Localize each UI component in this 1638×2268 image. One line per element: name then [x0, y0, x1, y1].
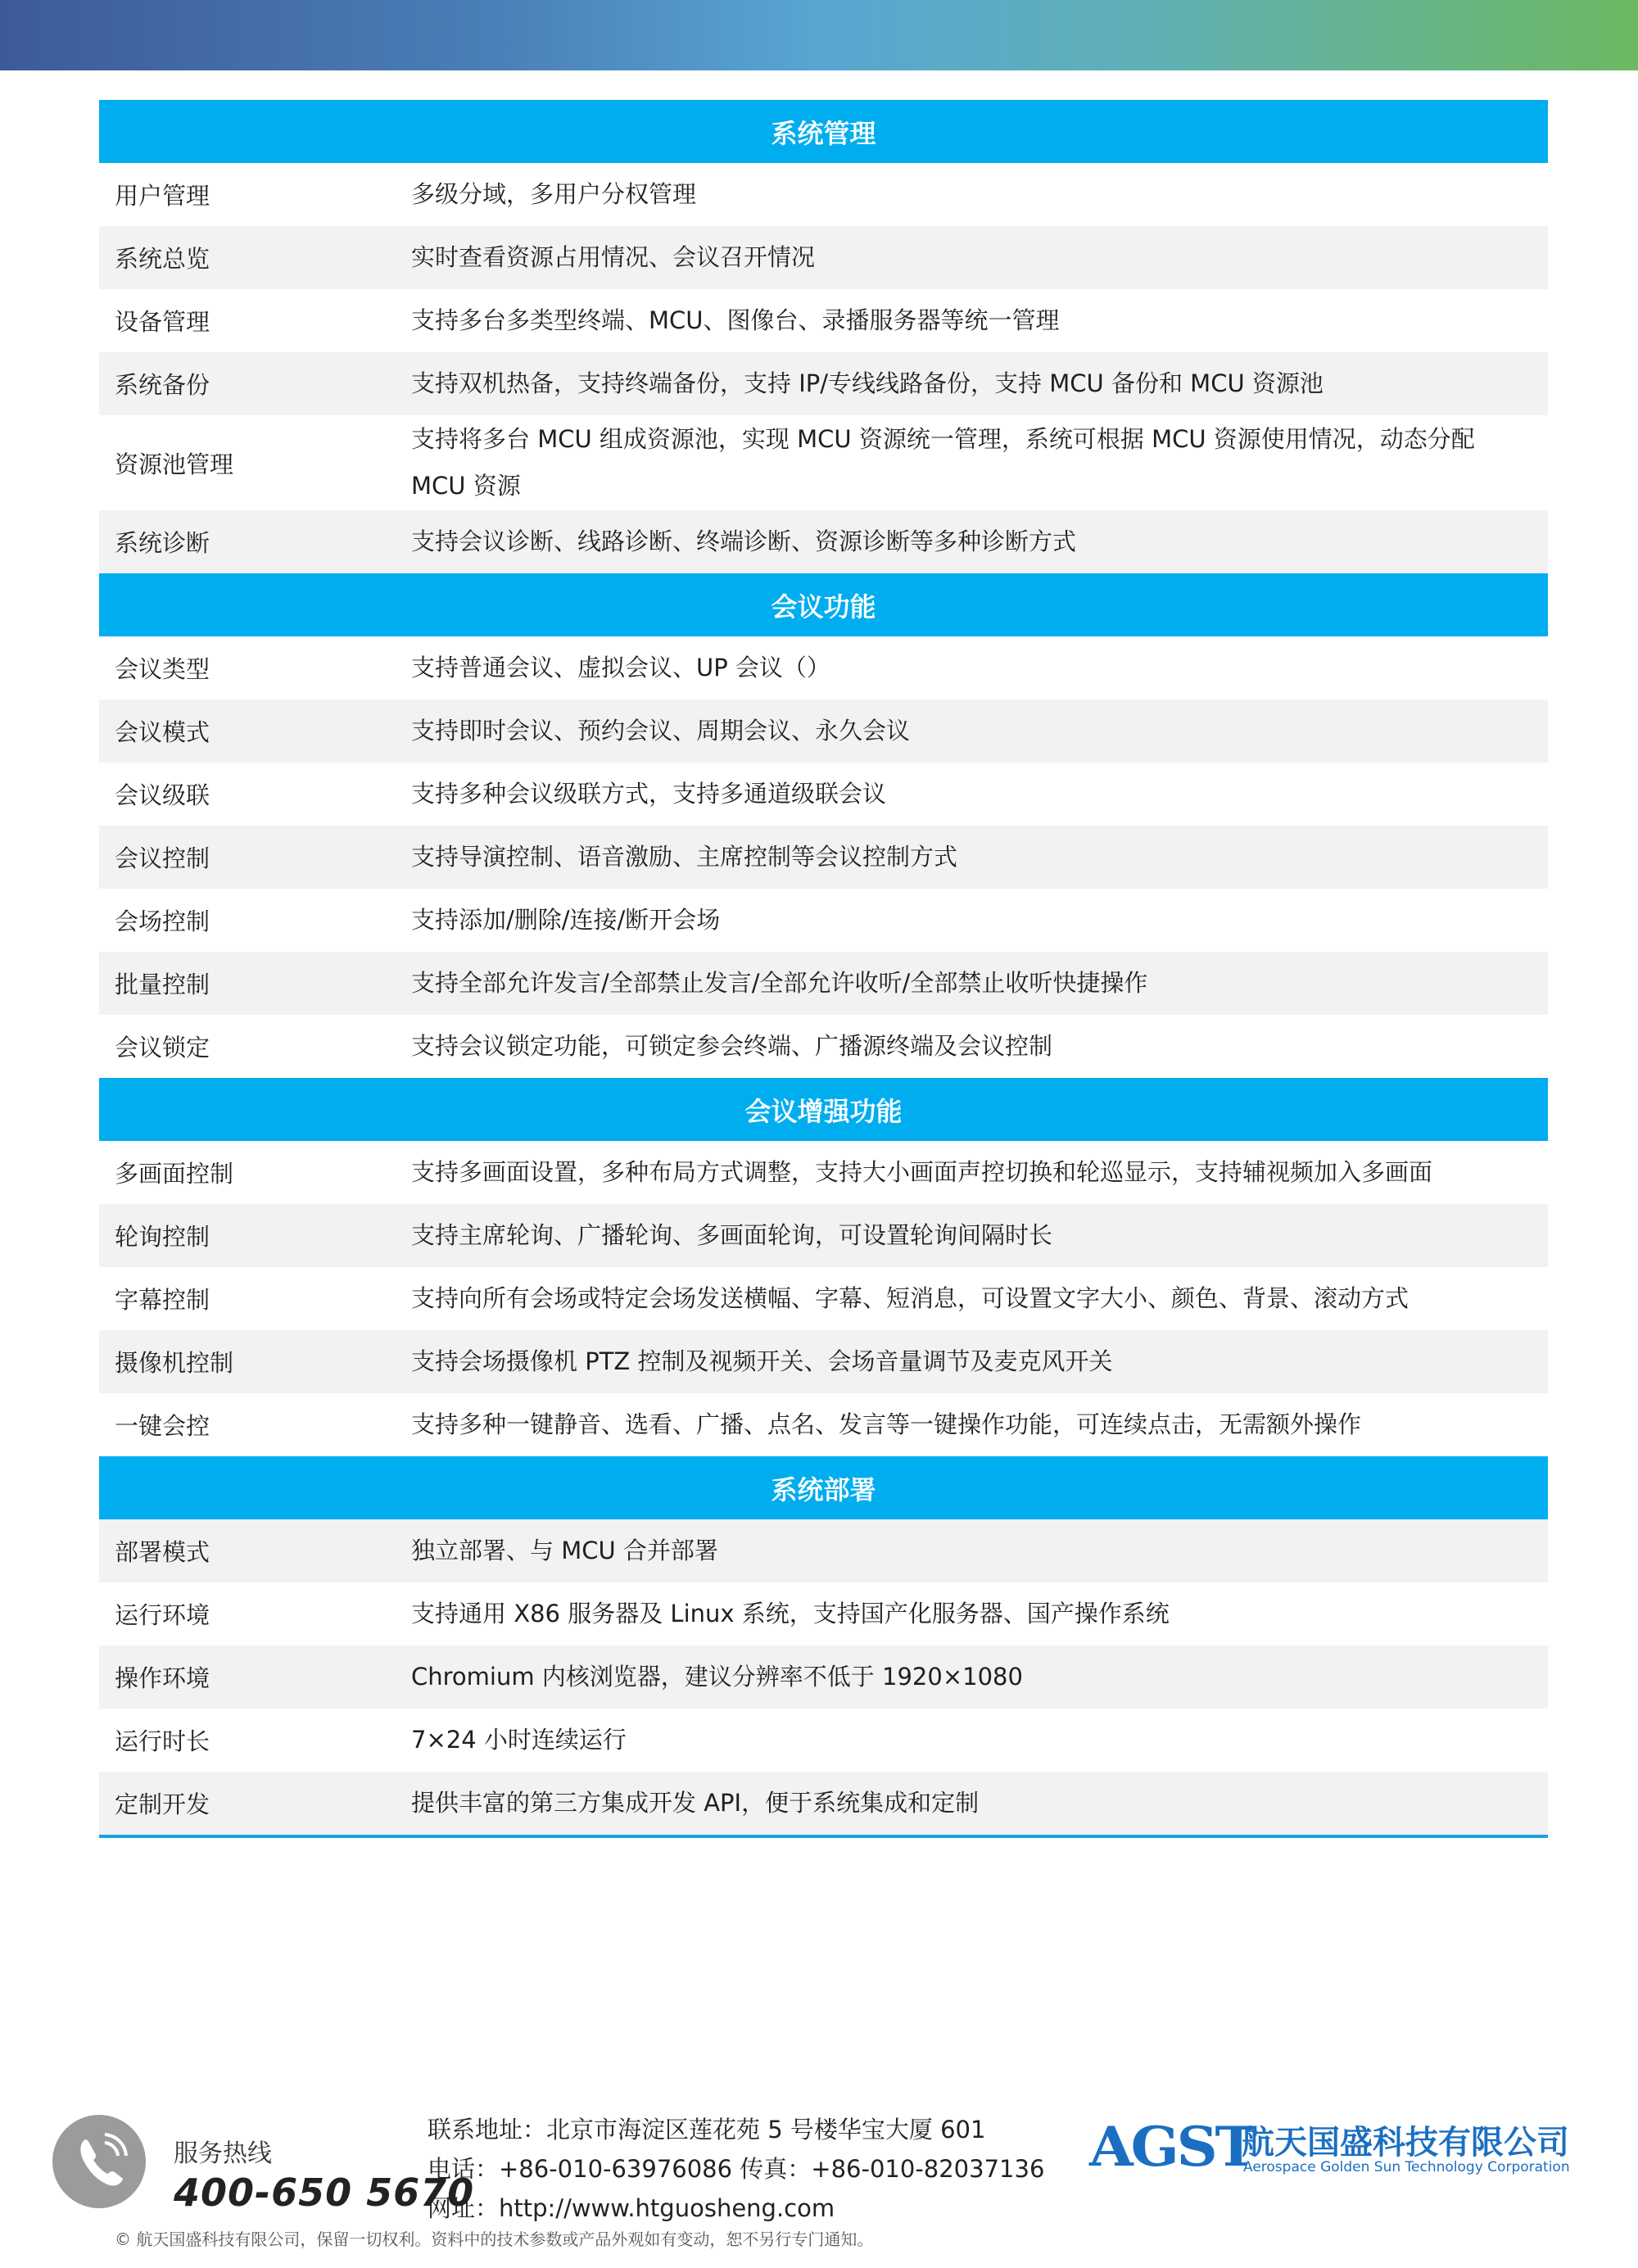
- row-description: 支持全部允许发言/全部禁止发言/全部允许收听/全部禁止收听快捷操作: [411, 969, 1148, 997]
- row-description: 支持普通会议、虚拟会议、UP 会议（）: [411, 654, 830, 681]
- row-description: 支持将多台 MCU 组成资源池，实现 MCU 资源统一管理，系统可根据 MCU 资源使用情况，动态分配 MCU 资源: [411, 425, 1475, 500]
- row-label: 系统总览: [115, 245, 210, 273]
- row-description: 支持会议诊断、线路诊断、终端诊断、资源诊断等多种诊断方式: [411, 527, 1077, 555]
- row-description: 支持向所有会场或特定会场发送横幅、字幕、短消息，可设置文字大小、颜色、背景、滚动方式: [411, 1284, 1409, 1312]
- row-description: 支持主席轮询、广播轮询、多画面轮询，可设置轮询间隔时长: [411, 1221, 1053, 1249]
- table-row: [99, 1330, 1548, 1393]
- row-label: 一键会控: [115, 1412, 210, 1440]
- section-header: 系统部署: [99, 1456, 1548, 1519]
- hotline-label: 服务热线: [174, 2139, 272, 2168]
- row-label: 用户管理: [115, 182, 210, 210]
- company-name-cn: 航天国盛科技有限公司: [1242, 2124, 1569, 2162]
- row-description: 多级分域，多用户分权管理: [411, 180, 697, 208]
- row-label: 批量控制: [115, 971, 210, 998]
- row-label: 操作环境: [115, 1664, 210, 1692]
- top-gradient-bar: [0, 0, 1638, 70]
- row-label: 会议控制: [115, 844, 210, 872]
- row-label: 设备管理: [115, 308, 210, 336]
- table-row: [99, 1709, 1548, 1772]
- row-description: 7×24 小时连续运行: [411, 1726, 627, 1754]
- row-description: 支持添加/删除/连接/断开会场: [411, 906, 721, 934]
- table-row: [99, 1582, 1548, 1646]
- row-label: 会场控制: [115, 908, 210, 935]
- row-description: 支持即时会议、预约会议、周期会议、永久会议: [411, 717, 911, 745]
- row-label: 运行环境: [115, 1601, 210, 1629]
- table-row: [99, 889, 1548, 952]
- section-header: 系统管理: [99, 100, 1548, 163]
- row-description: 提供丰富的第三方集成开发 API，便于系统集成和定制: [411, 1789, 980, 1817]
- row-label: 字幕控制: [115, 1286, 210, 1314]
- row-description: 支持多种一键静音、选看、广播、点名、发言等一键操作功能，可连续点击，无需额外操作: [411, 1410, 1362, 1438]
- company-logo: [1089, 2115, 1581, 2189]
- row-label: 系统备份: [115, 371, 210, 399]
- table-row: [99, 415, 1548, 510]
- section-header: 会议功能: [99, 573, 1548, 636]
- footer: [0, 2097, 1638, 2268]
- table-row: [99, 636, 1548, 699]
- row-label: 轮询控制: [115, 1223, 210, 1251]
- row-description: 独立部署、与 MCU 合并部署: [411, 1537, 718, 1564]
- table-row: [99, 699, 1548, 763]
- row-label: 摄像机控制: [115, 1349, 234, 1377]
- row-label: 会议级联: [115, 781, 210, 809]
- table-row: [99, 1267, 1548, 1330]
- row-description: 支持会场摄像机 PTZ 控制及视频开关、会场音量调节及麦克风开关: [411, 1347, 1113, 1375]
- table-row: [99, 1204, 1548, 1267]
- contact-phone-fax: 电话：+86-010-63976086 传真：+86-010-82037136: [428, 2155, 1045, 2183]
- spec-table: [99, 100, 1548, 1838]
- row-description: Chromium 内核浏览器，建议分辨率不低于 1920×1080: [411, 1663, 1023, 1691]
- row-description: 支持多种会议级联方式，支持多通道级联会议: [411, 780, 887, 808]
- row-description: 支持导演控制、语音激励、主席控制等会议控制方式: [411, 843, 958, 871]
- table-row: [99, 1141, 1548, 1204]
- logo-mark: AGST: [1089, 2115, 1255, 2179]
- row-description: 实时查看资源占用情况、会议召开情况: [411, 243, 816, 271]
- row-label: 运行时长: [115, 1727, 210, 1755]
- table-row: [99, 763, 1548, 826]
- phone-icon: [52, 2115, 146, 2208]
- row-label: 会议锁定: [115, 1034, 210, 1062]
- table-row: [99, 826, 1548, 889]
- table-row: [99, 1015, 1548, 1078]
- row-description: 支持多台多类型终端、MCU、图像台、录播服务器等统一管理: [411, 306, 1060, 334]
- copyright-notice: © 航天国盛科技有限公司，保留一切权利。资料中的技术参数或产品外观如有变动，恕不另行专门通知。: [115, 2230, 874, 2249]
- row-label: 系统诊断: [115, 529, 210, 557]
- table-row: [99, 1772, 1548, 1835]
- table-row: [99, 226, 1548, 289]
- table-row: [99, 289, 1548, 352]
- table-row: [99, 352, 1548, 415]
- contact-address: 联系地址：北京市海淀区莲花苑 5 号楼华宝大厦 601: [428, 2116, 986, 2144]
- section-header: 会议增强功能: [99, 1078, 1548, 1141]
- row-label: 多画面控制: [115, 1160, 234, 1188]
- row-label: 定制开发: [115, 1790, 210, 1818]
- table-row: [99, 510, 1548, 573]
- row-label: 部署模式: [115, 1538, 210, 1566]
- table-row: [99, 163, 1548, 226]
- company-name-en: Aerospace Golden Sun Technology Corporation: [1243, 2159, 1570, 2175]
- row-label: 会议模式: [115, 718, 210, 746]
- hotline-number: 400-650 5670: [174, 2171, 475, 2215]
- contact-info: [428, 2110, 1044, 2228]
- row-description: 支持双机热备，支持终端备份，支持 IP/专线线路备份，支持 MCU 备份和 MCU 资源池: [411, 369, 1324, 397]
- table-row: [99, 952, 1548, 1015]
- row-label: 会议类型: [115, 655, 210, 683]
- table-row: [99, 1519, 1548, 1582]
- row-label: 资源池管理: [115, 450, 234, 478]
- row-description: 支持多画面设置，多种布局方式调整，支持大小画面声控切换和轮巡显示，支持辅视频加入多画面: [411, 1158, 1433, 1186]
- row-description: 支持会议锁定功能，可锁定参会终端、广播源终端及会议控制: [411, 1032, 1053, 1060]
- contact-website[interactable]: 网址：http://www.htguosheng.com: [428, 2194, 835, 2222]
- row-description: 支持通用 X86 服务器及 Linux 系统，支持国产化服务器、国产操作系统: [411, 1600, 1170, 1627]
- table-row: [99, 1646, 1548, 1709]
- table-row: [99, 1393, 1548, 1456]
